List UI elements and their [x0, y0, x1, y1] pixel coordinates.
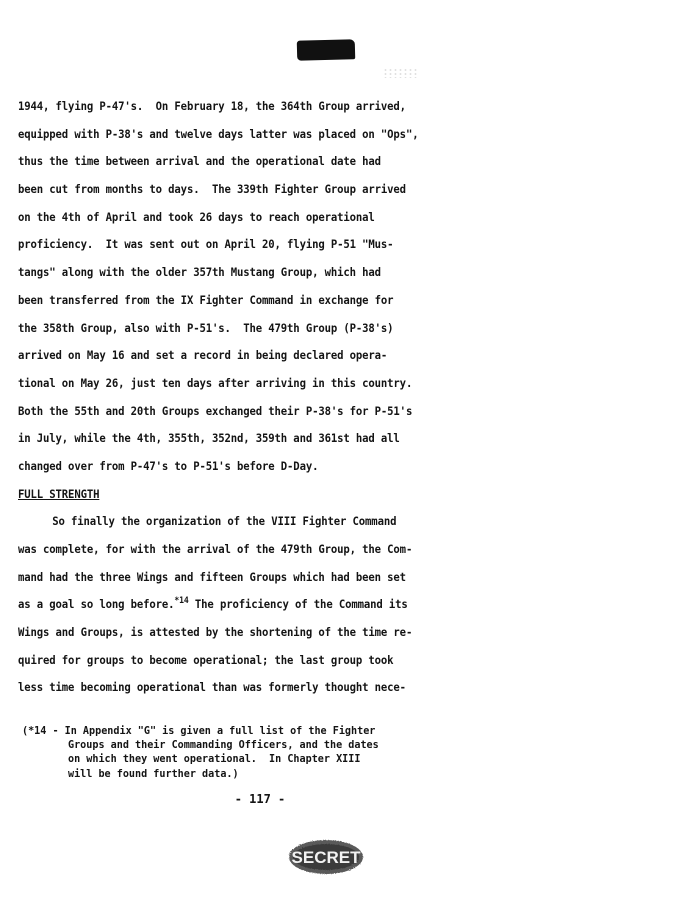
secret-stamp — [287, 838, 365, 876]
section-heading: FULL STRENGTH — [18, 486, 100, 501]
redaction-mark — [297, 39, 356, 61]
footnote-line: (*14 - In Appendix "G" is given a full list of the Fighter — [22, 724, 376, 737]
stamp-text: SECRET — [291, 848, 361, 867]
text-line: equipped with P-38's and twelve days latter was placed on "Ops", — [18, 126, 419, 141]
text-fragment: The proficiency of the Command its — [188, 597, 408, 612]
page-number: - 117 - — [234, 792, 286, 806]
text-line: on the 4th of April and took 26 days to reach operational — [18, 209, 375, 224]
scan-speckle — [383, 68, 419, 78]
text-line: So finally the organization of the VIII Fighter Command — [52, 514, 397, 529]
text-fragment: as a goal so long before. — [18, 597, 175, 612]
footnote-reference: *14 — [174, 596, 189, 607]
footnote-line: will be found further data.) — [68, 766, 239, 780]
footnote-line: on which they went operational. In Chapter XIII — [68, 752, 361, 766]
text-line: tional on May 26, just ten days after arriving in this country. — [18, 375, 413, 390]
text-line: proficiency. It was sent out on April 20, flying P-51 "Mus- — [18, 237, 394, 252]
text-line: arrived on May 16 and set a record in being declared opera- — [18, 348, 388, 363]
text-line: was complete, for with the arrival of the 479th Group, the Com- — [18, 542, 413, 556]
text-line: thus the time between arrival and the operational date had — [18, 154, 381, 169]
text-line: been transferred from the IX Fighter Command in exchange for — [18, 292, 394, 307]
text-line: less time becoming operational than was formerly thought nece- — [18, 680, 406, 695]
text-line: the 358th Group, also with P-51's. The 479th Group (P-38's) — [18, 320, 394, 335]
body-text — [18, 93, 468, 702]
text-line: mand had the three Wings and fifteen Groups which had been set — [18, 569, 406, 584]
text-line: changed over from P-47's to P-51's before D-Day. — [18, 458, 319, 473]
footnote — [22, 724, 462, 781]
text-line: Wings and Groups, is attested by the shortening of the time re- — [18, 625, 413, 640]
text-line: quired for groups to become operational; the last group took — [18, 652, 394, 667]
text-line: in July, while the 4th, 355th, 352nd, 359th and 361st had all — [18, 431, 400, 446]
text-line: tangs" along with the older 357th Mustang Group, which had — [18, 265, 381, 280]
footnote-line: Groups and their Commanding Officers, and the dates — [68, 738, 379, 752]
text-line-with-footnote — [18, 591, 423, 619]
text-line: been cut from months to days. The 339th Fighter Group arrived — [18, 182, 406, 197]
text-line: Both the 55th and 20th Groups exchanged their P-38's for P-51's — [18, 403, 413, 418]
text-line: 1944, flying P-47's. On February 18, the 364th Group arrived, — [18, 99, 406, 113]
